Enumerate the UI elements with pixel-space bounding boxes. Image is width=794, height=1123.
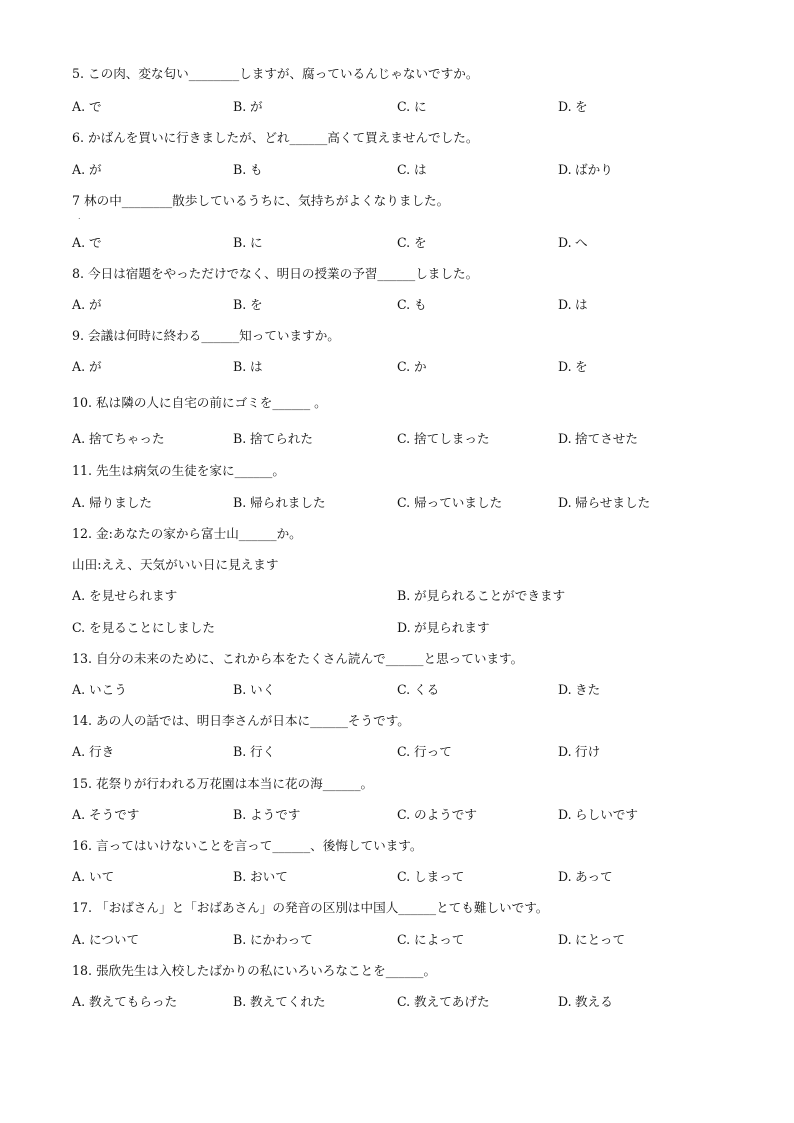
options-11 bbox=[72, 495, 752, 511]
option-d[interactable]: D. 教える bbox=[558, 994, 613, 1009]
options-18 bbox=[72, 994, 752, 1010]
question-14: 14. あの人の話では、明日李さんが日本に______そうです。 bbox=[72, 713, 410, 728]
option-a[interactable]: A. を見せられます bbox=[72, 588, 178, 603]
option-b[interactable]: B. を bbox=[233, 297, 263, 312]
option-d[interactable]: D. ばかり bbox=[558, 162, 613, 177]
options-14 bbox=[72, 744, 752, 760]
option-a[interactable]: A. について bbox=[72, 932, 140, 947]
option-c[interactable]: C. を bbox=[397, 235, 427, 250]
option-d[interactable]: D. を bbox=[558, 99, 588, 114]
option-d[interactable]: D. は bbox=[558, 297, 588, 312]
option-a[interactable]: A. 教えてもらった bbox=[72, 994, 178, 1009]
option-b[interactable]: B. ようです bbox=[233, 807, 301, 822]
option-c[interactable]: C. か bbox=[397, 359, 427, 374]
option-d[interactable]: D. きた bbox=[558, 682, 601, 697]
option-c[interactable]: C. しまって bbox=[397, 869, 465, 884]
option-a[interactable]: A. が bbox=[72, 297, 102, 312]
question-12-response: 山田:ええ、天気がいい日に見えます bbox=[72, 557, 279, 572]
option-b[interactable]: B. が bbox=[233, 99, 263, 114]
question-16: 16. 言ってはいけないことを言って______、後悔しています。 bbox=[72, 838, 423, 853]
option-c[interactable]: C. 帰っていました bbox=[397, 495, 503, 510]
options-7 bbox=[72, 235, 752, 251]
option-b[interactable]: B. おいて bbox=[233, 869, 288, 884]
option-b[interactable]: B. いく bbox=[233, 682, 276, 697]
question-12: 12. 金:あなたの家から富士山______か。 bbox=[72, 526, 302, 541]
options-13 bbox=[72, 682, 752, 698]
question-5: 5. この肉、変な匂い________しますが、腐っているんじゃないですか。 bbox=[72, 66, 479, 81]
question-9: 9. 会議は何時に終わる______知っていますか。 bbox=[72, 328, 340, 343]
question-11: 11. 先生は病気の生徒を家に______。 bbox=[72, 463, 285, 478]
option-a[interactable]: A. で bbox=[72, 99, 102, 114]
option-c[interactable]: C. も bbox=[397, 297, 427, 312]
option-a[interactable]: A. が bbox=[72, 162, 102, 177]
option-c[interactable]: C. のようです bbox=[397, 807, 477, 822]
option-c[interactable]: C. 行って bbox=[397, 744, 452, 759]
option-c[interactable]: C. に bbox=[397, 99, 427, 114]
option-d[interactable]: D. にとって bbox=[558, 932, 626, 947]
options-8 bbox=[72, 297, 752, 313]
option-c[interactable]: C. 捨てしまった bbox=[397, 431, 490, 446]
options-5 bbox=[72, 99, 752, 115]
option-d[interactable]: D. が見られます bbox=[397, 620, 490, 635]
option-a[interactable]: A. そうです bbox=[72, 807, 140, 822]
option-a[interactable]: A. で bbox=[72, 235, 102, 250]
option-b[interactable]: B. 行く bbox=[233, 744, 276, 759]
stray-mark: . bbox=[78, 212, 81, 221]
option-b[interactable]: B. にかわって bbox=[233, 932, 313, 947]
option-d[interactable]: D. らしいです bbox=[558, 807, 638, 822]
options-9 bbox=[72, 359, 752, 375]
options-12-row2 bbox=[72, 620, 752, 636]
option-c[interactable]: C. を見ることにしました bbox=[72, 620, 215, 635]
question-8: 8. 今日は宿題をやっただけでなく、明日の授業の予習______しました。 bbox=[72, 266, 479, 281]
question-10: 10. 私は隣の人に自宅の前にゴミを______ 。 bbox=[72, 395, 327, 410]
option-d[interactable]: D. 行け bbox=[558, 744, 601, 759]
option-c[interactable]: C. 教えてあげた bbox=[397, 994, 490, 1009]
option-b[interactable]: B. に bbox=[233, 235, 263, 250]
option-a[interactable]: A. が bbox=[72, 359, 102, 374]
option-a[interactable]: A. 捨てちゃった bbox=[72, 431, 165, 446]
option-d[interactable]: D. を bbox=[558, 359, 588, 374]
option-a[interactable]: A. いこう bbox=[72, 682, 127, 697]
options-6 bbox=[72, 162, 752, 178]
option-a[interactable]: A. いて bbox=[72, 869, 115, 884]
option-d[interactable]: D. あって bbox=[558, 869, 613, 884]
question-7: 7 林の中________散歩しているうちに、気持ちがよくなりました。 bbox=[72, 193, 450, 208]
option-c[interactable]: C. くる bbox=[397, 682, 440, 697]
option-d[interactable]: D. 帰らせました bbox=[558, 495, 651, 510]
option-c[interactable]: C. は bbox=[397, 162, 427, 177]
option-c[interactable]: C. によって bbox=[397, 932, 465, 947]
options-16 bbox=[72, 869, 752, 885]
options-17 bbox=[72, 932, 752, 948]
option-b[interactable]: B. が見られることができます bbox=[397, 588, 566, 603]
option-d[interactable]: D. 捨てさせた bbox=[558, 431, 638, 446]
option-b[interactable]: B. 捨てられた bbox=[233, 431, 313, 446]
options-15 bbox=[72, 807, 752, 823]
question-15: 15. 花祭りが行われる万花園は本当に花の海______。 bbox=[72, 776, 374, 791]
question-6: 6. かばんを買いに行きましたが、どれ______高くて買えませんでした。 bbox=[72, 130, 479, 145]
question-17: 17. 「おばさん」と「おばあさん」の発音の区別は中国人______とても難しいです。 bbox=[72, 900, 549, 915]
option-a[interactable]: A. 帰りました bbox=[72, 495, 152, 510]
option-b[interactable]: B. も bbox=[233, 162, 263, 177]
options-10 bbox=[72, 431, 752, 447]
option-b[interactable]: B. 帰られました bbox=[233, 495, 326, 510]
question-13: 13. 自分の未来のために、これから本をたくさん読んで______と思っています。 bbox=[72, 651, 524, 666]
options-12-row1 bbox=[72, 588, 752, 604]
question-18: 18. 張欣先生は入校したばかりの私にいろいろなことを______。 bbox=[72, 963, 437, 978]
option-a[interactable]: A. 行き bbox=[72, 744, 115, 759]
option-d[interactable]: D. へ bbox=[558, 235, 588, 250]
option-b[interactable]: B. は bbox=[233, 359, 263, 374]
option-b[interactable]: B. 教えてくれた bbox=[233, 994, 326, 1009]
